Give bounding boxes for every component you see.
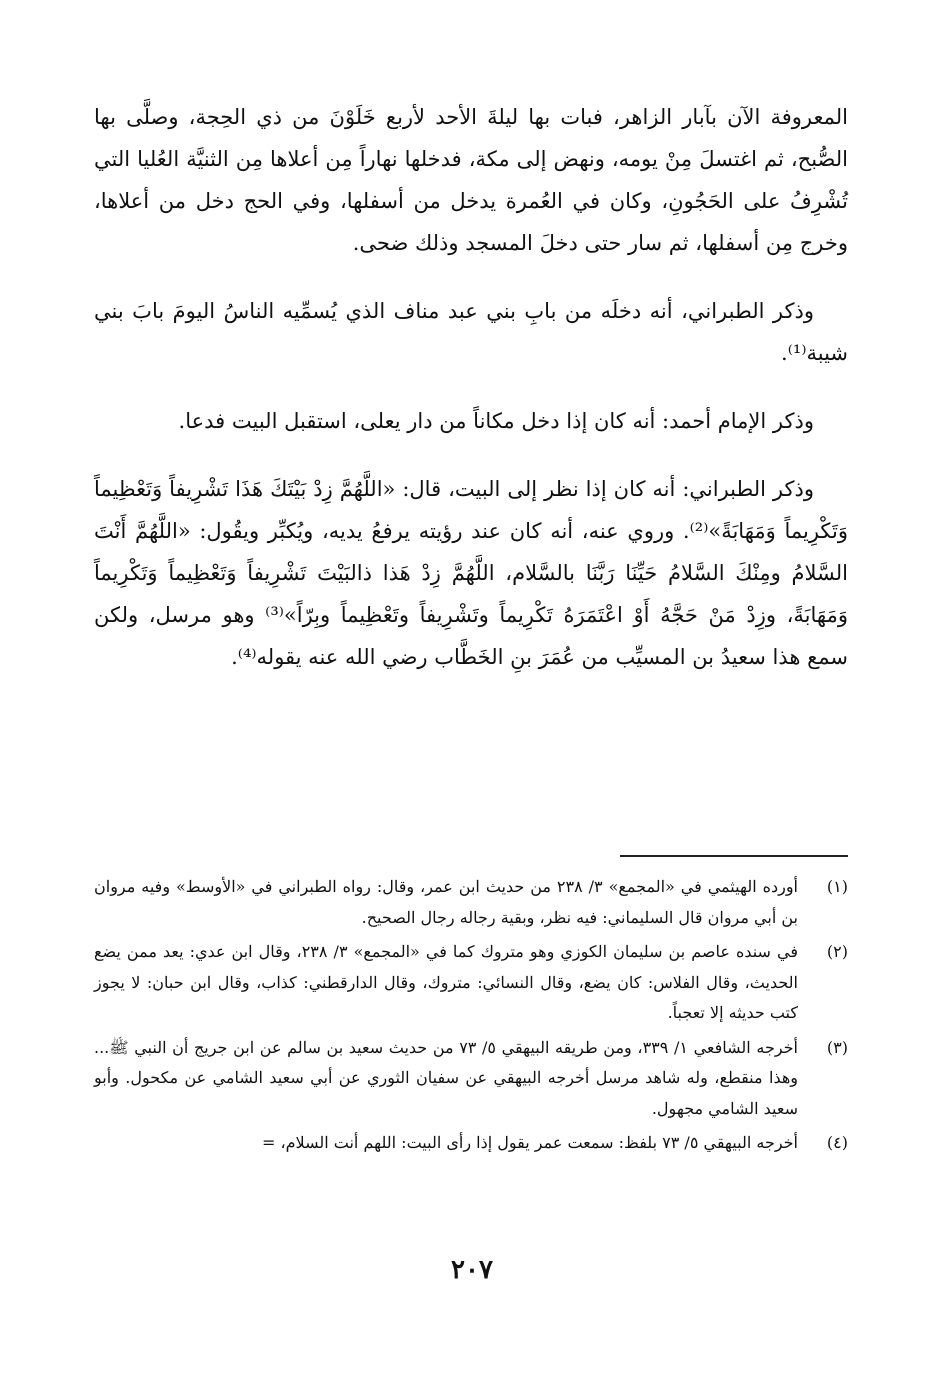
main-text [94,96,848,704]
paragraph-2: وذكر الطبراني، أنه دخلَه من بابِ بني عبد مناف الذي يُسمِّيه الناسُ اليومَ بابَ بني شيبة⁽¹⁾. [94,299,848,365]
footnote-number: (٣) [826,1037,848,1057]
footnote-2 [94,937,848,1029]
footnote-text: في سنده عاصم بن سليمان الكوزي وهو متروك كما في «المجمع» ٣/ ٢٣٨، وقال ابن عدي: يعد ممن يضع الحديث، وقال الفلاس: كان يضع، وقال النسائي: متروك، وقال الدارقطني: كذاب، وقال ابن حبان: لا يجوز كتب حديثه إلا تعجباً. [94,942,799,1022]
paragraph-4: وذكر الطبراني: أنه كان إذا نظر إلى البيت، قال: «اللَّهُمَّ زِدْ بَيْتَكَ هَذَا تَشْرِيفاً وَتَعْظِيماً وَتَكْرِيماً وَمَهَابَةً»⁽²⁾. وروي عنه، أنه كان عند رؤيته يرفعُ يديه، ويُكبِّر ويقُول: «اللَّهُمَّ أَنْتَ السَّلامُ ومِنْكَ السَّلامُ حَيِّنَا رَبَّنَا بالسَّلام، اللَّهُمَّ زِدْ هَذا ذالبَيْتَ تَشْرِيفاً وَتَعْظِيماً وَتَكْرِيماً وَمَهَابَةً، وزِدْ مَنْ حَجَّهُ أَوْ اعْتَمَرَهُ تَكْرِيماً وتَشْرِيفاً وتَعْظِيماً وبِرّاً»⁽³⁾ وهو مرسل، ولكن سمع هذا سعيدُ بن المسيِّب من عُمَرَ بنِ الخَطَّاب رضي الله عنه يقوله⁽⁴⁾. [94,477,848,669]
footnote-4 [94,1128,848,1159]
footnote-number: (٢) [826,942,848,961]
footnote-text: أخرجه البيهقي ٥/ ٧٣ بلفظ: سمعت عمر يقول إذا رأى البيت: اللهم أنت السلام، = [261,1133,798,1152]
footnote-3 [94,1033,848,1125]
footnote-text: أخرجه الشافعي ١/ ٣٣٩، ومن طريقه البيهقي ٥/ ٧٣ من حديث سعيد بن سالم عن ابن جريج أن النبي ﷺ... وهذا منقطع، وله شاهد مرسل أخرجه البيهقي عن سفيان الثوري عن أبي سعيد الشامي عن مكحول. وأبو سعيد الشامي مجهول. [94,1037,798,1118]
footnote-number: (١) [826,877,848,896]
paragraph-1: المعروفة الآن بآبار الزاهر، فبات بها ليلةَ الأحد لأربع خَلَوْنَ من ذي الحِجة، وصلَّى بها الصُّبح، ثم اغتسلَ مِنْ يومه، ونهض إلى مكة، فدخلها نهاراً مِن أعلاها مِن الثنيَّة العُليا التي تُشْرِفُ على الحَجُونِ، وكان في العُمرة يدخل من أسفلها، وفي الحج دخل من أعلاها، وخرج مِن أسفلها، ثم سار حتى دخلَ المسجد وذلك ضحى. [94,105,848,255]
footnote-divider [620,855,848,857]
page-number: ٢٠٧ [451,1255,493,1285]
footnote-number: (٤) [826,1133,848,1152]
footnotes-section [94,872,848,1163]
paragraph-3: وذكر الإمام أحمد: أنه كان إذا دخل مكاناً من دار يعلى، استقبل البيت فدعا. [178,409,814,433]
footnote-text: أورده الهيثمي في «المجمع» ٣/ ٢٣٨ من حديث ابن عمر، وقال: رواه الطبراني في «الأوسط» وفيه مروان بن أبي مروان قال السليماني: فيه نظر، وبقية رجاله رجال الصحيح. [94,877,798,927]
footnote-1 [94,872,848,933]
